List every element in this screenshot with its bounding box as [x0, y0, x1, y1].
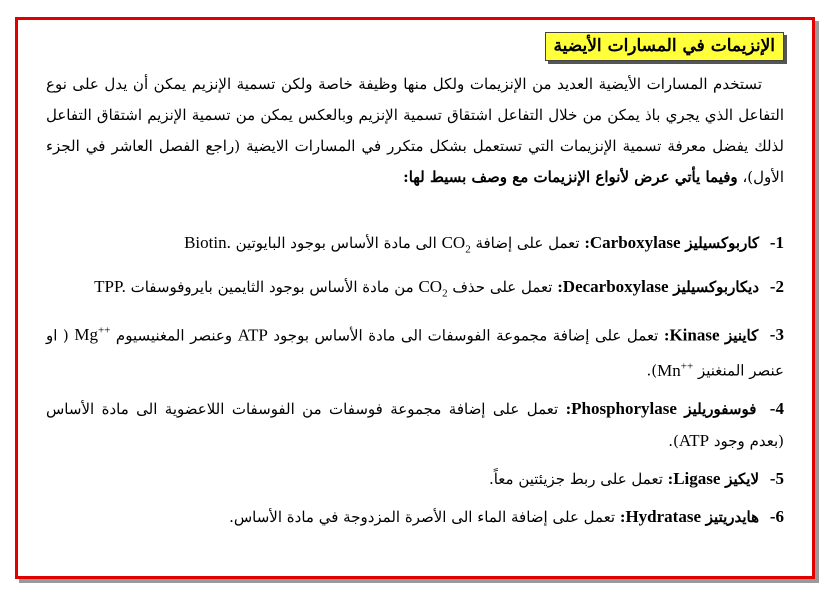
enzyme-description: تعمل على إضافة مجموعة فوسفات من الفوسفات اللاعضوية الى مادة الأساس (بعدم وجود [46, 400, 784, 451]
enzyme-description: تعمل على إضافة الماء الى الأصرة المزدوجة في مادة الأساس. [229, 508, 616, 527]
ion-formula: Mn++ [657, 360, 694, 381]
enzyme-description: تعمل على إضافة مجموعة الفوسفات الى مادة الأساس بوجود [273, 326, 659, 345]
enzyme-arabic-name: لايكيز [725, 470, 760, 489]
molecule-name: ATP [678, 431, 710, 451]
enzyme-arabic-name: هايدريتيز [705, 508, 760, 527]
chemical-formula: $CO_2$ [441, 233, 471, 256]
enzyme-arabic-name: كاربوكسيليز [685, 234, 760, 252]
chemical-formula: $CO_2$ [418, 277, 448, 300]
enzyme-arabic-name: كاينيز [725, 326, 759, 345]
document-frame [15, 17, 815, 579]
cofactor-name: Biotin. [184, 233, 231, 252]
enzyme-description-cont2: ( او عنصر المنغنيز [46, 326, 784, 381]
enzyme-item: 4- فوسفوريليز Phosphorylase: تعمل على إضافة مجموعة فوسفات من الفوسفات اللاعضوية الى مادة الأساس (بعدم وجود ATP). [46, 399, 784, 451]
enzyme-item: 2- ديكاربوكسيليز Decarboxylase: تعمل على حذف $CO_2$ من مادة الأساس بوجود الثايمين بايروفوسفات TPP. [94, 277, 784, 300]
page-title: الإنزيمات في المسارات الأيضية [545, 32, 784, 61]
enzyme-arabic-name: ديكاربوكسيليز [673, 278, 760, 297]
intro-bold-text: وفيما يأتي عرض لأنواع الإنزيمات مع وصف بسيط لها: [403, 168, 738, 186]
enzyme-description-cont: من مادة الأساس بوجود الثايمين بايروفوسفات [130, 278, 414, 297]
enzyme-item: 1- كاربوكسيليز Carboxylase: تعمل على إضافة $CO_2$ الى مادة الأساس بوجود البايوتين Biotin. [184, 233, 784, 256]
enzyme-english-name: Hydratase [625, 507, 701, 527]
enzyme-item: 3- كاينيز Kinase: تعمل على إضافة مجموعة الفوسفات الى مادة الأساس بوجود ATP وعنصر المغنيسيوم Mg++ ( او عنصر المنغنيز Mn++). [46, 324, 784, 381]
title-wrap [46, 32, 784, 61]
item-number: 6- [769, 507, 784, 527]
enzyme-item: 5- لايكيز Ligase: تعمل على ربط جزيئتين معاً. [488, 469, 784, 489]
item-number: 1- [769, 233, 784, 252]
enzyme-description: تعمل على إضافة [475, 234, 580, 252]
intro-text: تستخدم المسارات الأيضية العديد من الإنزيمات ولكل منها وظيفة خاصة ولكن تسمية الإنزيم يمكن أن يدل على نوع التفاعل الذي يجري باذ يمكن من خلال التفاعل اشتقاق تسمية الإنزيم وبالعكس يمكن من تسمية الإنزيم اشتقاق التفاعل لذلك يفضل معرفة تسمية الإنزيمات التي تستعمل بشكل متكرر في المسارات الايضية (راجع الفصل العاشر في الجزء الأول)، [46, 75, 784, 186]
item-number: 2- [769, 277, 784, 297]
enzyme-description-cont: الى مادة الأساس بوجود البايوتين [235, 234, 437, 252]
enzyme-english-name: Kinase [669, 325, 720, 345]
item-number: 5- [769, 469, 784, 489]
enzyme-arabic-name: فوسفوريليز [684, 400, 757, 419]
document-content [46, 32, 784, 539]
enzyme-description: تعمل على ربط جزيئتين معاً. [488, 470, 663, 489]
enzyme-english-name: Phosphorylase [571, 399, 677, 419]
cofactor-name: TPP. [94, 277, 126, 297]
item-end: ). [668, 432, 679, 451]
enzyme-description: تعمل على حذف [452, 278, 553, 297]
item-number: 3- [769, 325, 784, 345]
enzyme-english-name: Ligase [673, 469, 721, 489]
enzyme-english-name: Decarboxylase [562, 277, 669, 297]
enzyme-description-cont: وعنصر المغنيسيوم [115, 326, 233, 345]
enzyme-english-name: Carboxylase [589, 233, 681, 252]
ion-formula: Mg++ [74, 324, 111, 345]
item-end: ). [646, 362, 658, 381]
intro-paragraph [46, 69, 784, 193]
molecule-name: ATP [237, 325, 268, 345]
spacer [46, 193, 784, 227]
item-number: 4- [769, 399, 784, 419]
enzyme-item: 6- هايدريتيز Hydratase: تعمل على إضافة الماء الى الأصرة المزدوجة في مادة الأساس. [229, 507, 784, 527]
